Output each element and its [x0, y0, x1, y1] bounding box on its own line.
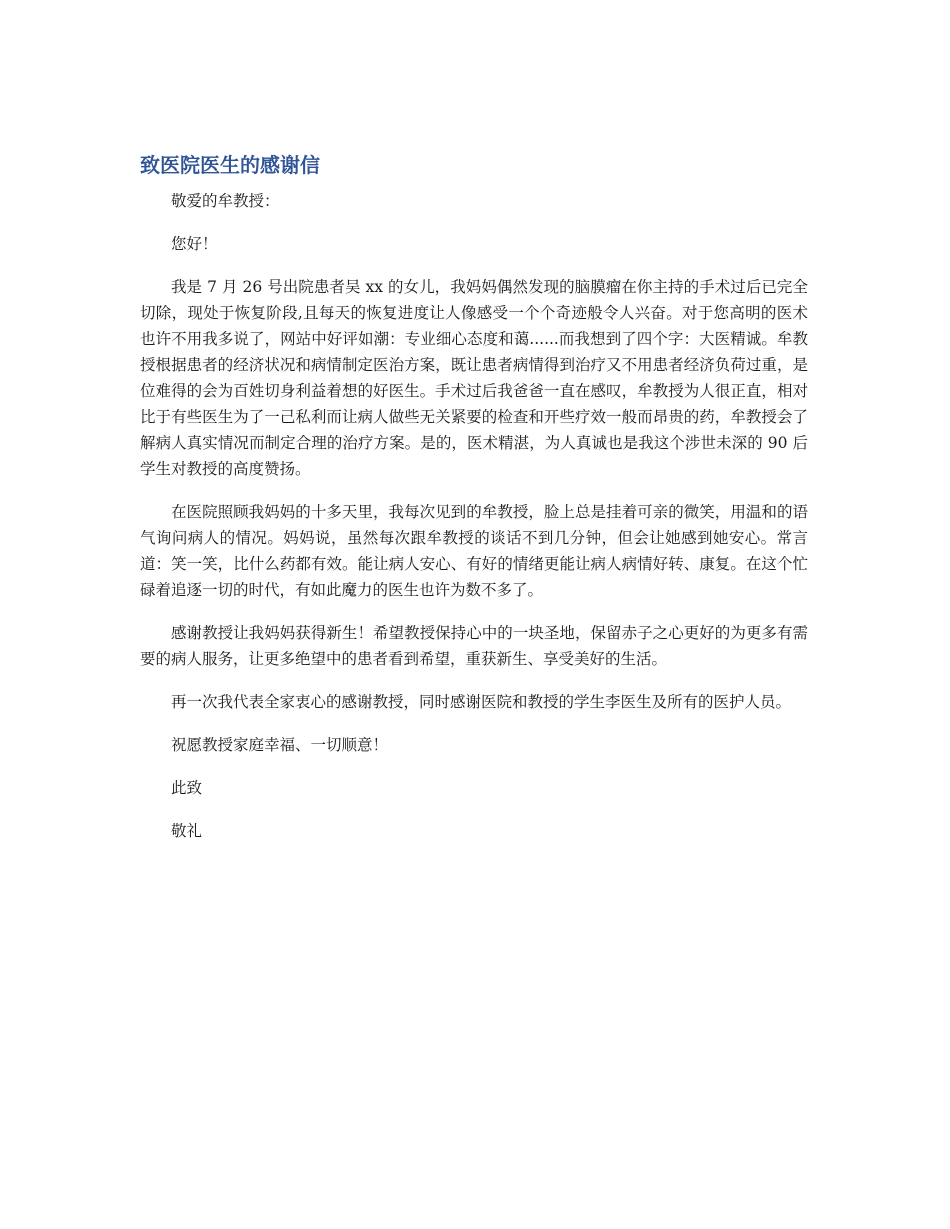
- document-body: [140, 150, 808, 861]
- closing-jingli: 敬礼: [171, 822, 203, 840]
- body-paragraph-4: 再一次我代表全家衷心的感谢教授，同时感谢医院和教授的学生李医生及所有的医护人员。: [171, 693, 792, 711]
- body-paragraph-3: 感谢教授让我妈妈获得新生！希望教授保持心中的一块圣地，保留赤子之心更好的为更多有需要的病人服务，让更多绝望中的患者看到希望，重获新生、享受美好的生活。: [140, 624, 808, 668]
- closing-cizhi: 此致: [171, 779, 203, 797]
- document-title: 致医院医生的感谢信: [140, 153, 320, 177]
- body-paragraph-2: 在医院照顾我妈妈的十多天里，我每次见到的牟教授，脸上总是挂着可亲的微笑，用温和的语气询问病人的情况。妈妈说，虽然每次跟牟教授的谈话不到几分钟，但会让她感到她安心。常言道：笑一笑，比什么药都有效。能让病人安心、有好的情绪更能让病人病情好转、康复。在这个忙碌着追逐一切的时代，有如此魔力的医生也许为数不多了。: [140, 503, 808, 599]
- closing-wish: 祝愿教授家庭幸福、一切顺意！: [171, 736, 389, 754]
- body-paragraph-1: 我是 7 月 26 号出院患者吴 xx 的女儿，我妈妈偶然发现的脑膜瘤在你主持的手术过后已完全切除，现处于恢复阶段,且每天的恢复进度让人像感受一个个奇迹般令人兴奋。对于您高明的医术也许不用我多说了，网站中好评如潮：专业细心态度和蔼......而我想到了四个字：大医精诚。牟教授根据患者的经济状况和病情制定医治方案，既让患者病情得到治疗又不用患者经济负荷过重，是位难得的会为百姓切身利益着想的好医生。手术过后我爸爸一直在感叹，牟教授为人很正直，相对比于有些医生为了一己私利而让病人做些无关紧要的检查和开些疗效一般而昂贵的药，牟教授会了解病人真实情况而制定合理的治疗方案。是的，医术精湛，为人真诚也是我这个涉世未深的 90 后学生对教授的高度赞扬。: [140, 278, 808, 478]
- greeting: 您好！: [171, 235, 218, 253]
- salutation: 敬爱的牟教授：: [171, 192, 280, 210]
